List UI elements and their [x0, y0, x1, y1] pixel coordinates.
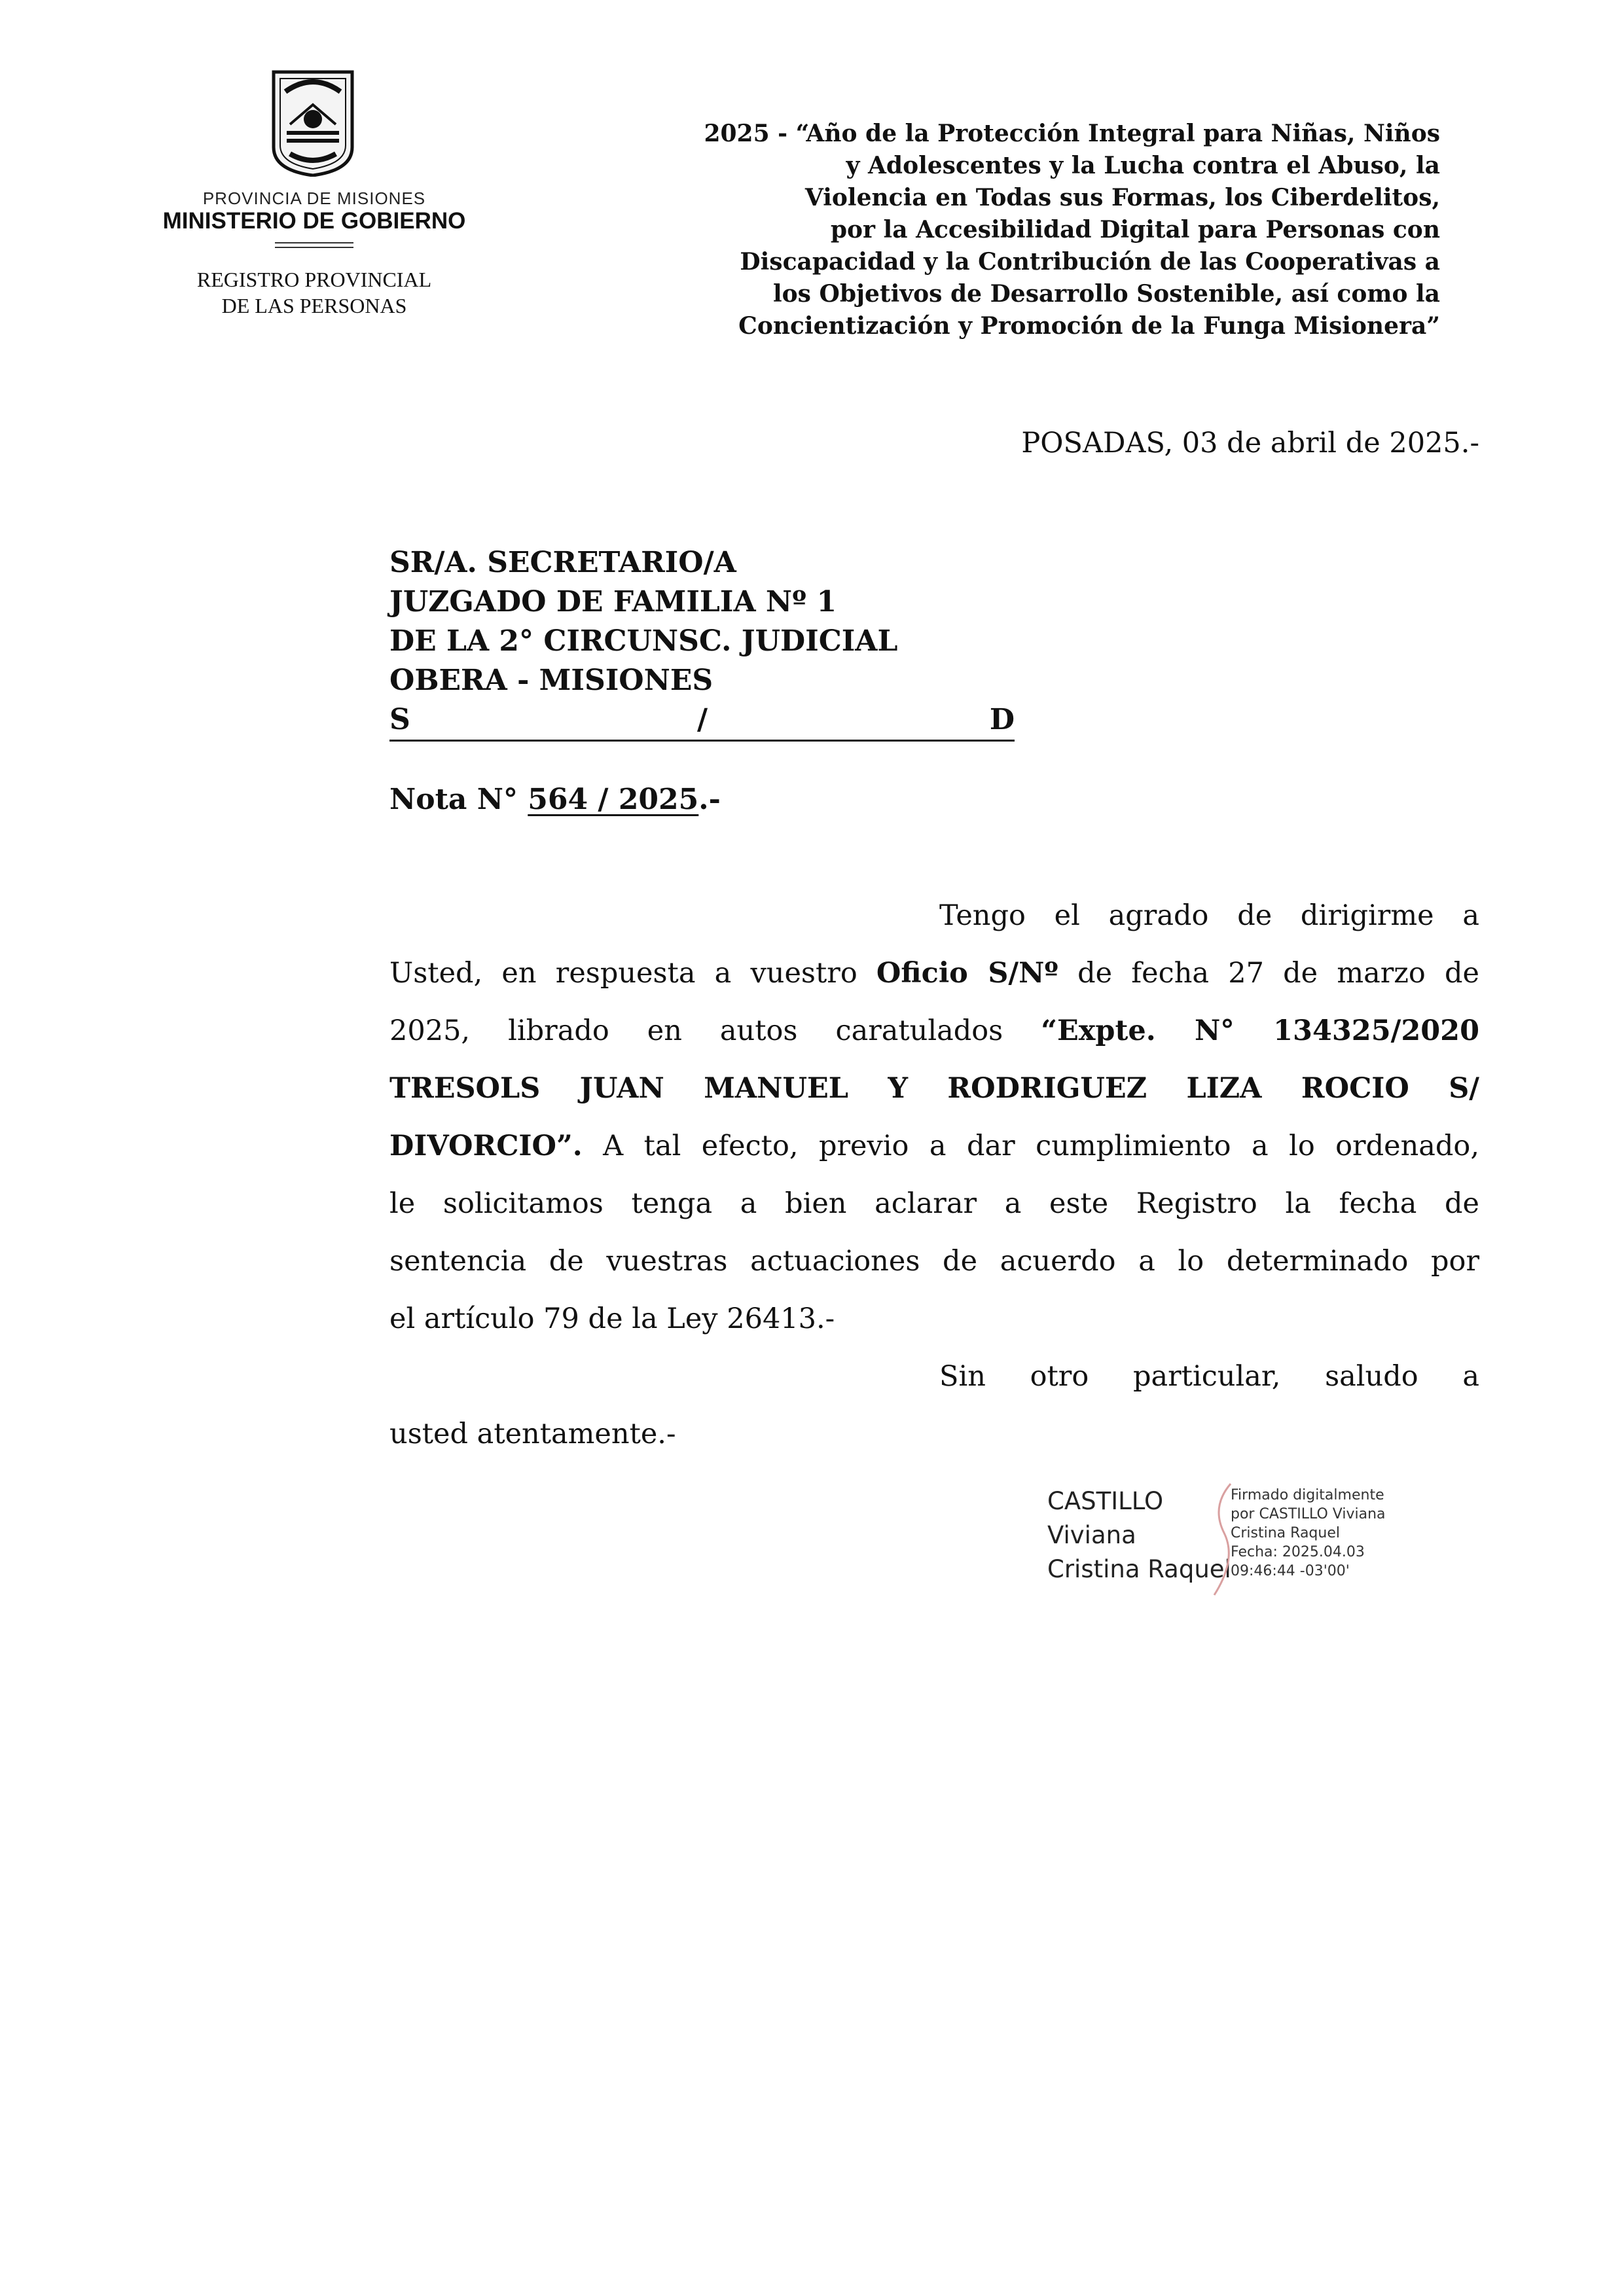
signer-name-line: Cristina Raquel [1047, 1555, 1231, 1583]
case-title: TRESOLS JUAN MANUEL Y RODRIGUEZ LIZA ROCIO S/ [389, 1072, 1479, 1105]
registry-name [144, 266, 484, 319]
note-label: Nota N° [389, 783, 528, 816]
motto-line: los Objetivos de Desarrollo Sostenible, así como la [772, 280, 1440, 308]
body-line: le solicitamos tenga a bien aclarar a este Registro la fecha de [389, 1187, 1479, 1220]
body-text: de fecha 27 de marzo de [1058, 957, 1479, 990]
body-line: Tengo el agrado de dirigirme a [939, 899, 1479, 932]
body-text: A tal efecto, previo a dar cumplimiento a lo ordenado, [582, 1130, 1479, 1162]
su-despacho-line [389, 700, 1015, 742]
oficio-reference: Oficio S/Nº [876, 957, 1058, 990]
signer-name-line: CASTILLO [1047, 1487, 1164, 1515]
motto-line: y Adolescentes y la Lucha contra el Abuso, la [846, 152, 1440, 179]
ministry-label: MINISTERIO DE GOBIERNO [162, 208, 466, 234]
signature-meta-line: por CASTILLO Viviana [1231, 1506, 1386, 1522]
note-number-value: 564 / 2025 [528, 783, 699, 816]
signature-meta-line: Fecha: 2025.04.03 [1231, 1544, 1365, 1560]
province-label: PROVINCIA DE MISIONES [202, 188, 426, 208]
registry-line: REGISTRO PROVINCIAL [196, 268, 432, 291]
provincial-seal-logo [254, 65, 372, 177]
note-number [389, 780, 979, 819]
addressee-line: SR/A. SECRETARIO/A [389, 546, 736, 579]
motto-line: Violencia en Todas sus Formas, los Ciberdelitos, [804, 184, 1440, 211]
body-line [389, 1002, 1479, 1060]
letterhead-divider [275, 242, 353, 243]
closing-line: usted atentamente.- [389, 1418, 676, 1450]
sd-d: D [989, 703, 1015, 736]
addressee-line: JUZGADO DE FAMILIA Nº 1 [389, 585, 837, 619]
addressee-block [389, 543, 1044, 742]
body-line [389, 944, 1479, 1002]
signature-meta-line: Cristina Raquel [1231, 1525, 1340, 1541]
letterhead-divider [275, 247, 353, 248]
addressee-line: DE LA 2° CIRCUNSC. JUDICIAL [389, 624, 898, 658]
motto-line: 2025 - “Año de la Protección Integral para Niñas, Niños [704, 120, 1440, 147]
body-text: 2025, librado en autos caratulados [389, 1014, 1041, 1047]
signature-meta-line: 09:46:44 -03'00' [1231, 1563, 1350, 1579]
digital-signature-details [1231, 1486, 1440, 1581]
body-text: Usted, en respuesta a vuestro [389, 957, 876, 990]
year-motto [589, 118, 1440, 342]
case-reference: “Expte. N° 134325/2020 [1041, 1014, 1479, 1047]
letter-body [389, 887, 1479, 1463]
registry-line: DE LAS PERSONAS [221, 294, 407, 317]
sd-s: S [389, 703, 410, 736]
addressee-line: OBERA - MISIONES [389, 664, 713, 697]
signature-meta-line: Firmado digitalmente [1231, 1487, 1384, 1503]
motto-line: por la Accesibilidad Digital para Personas con [830, 216, 1440, 243]
body-line [389, 1060, 1479, 1117]
motto-line: Concientización y Promoción de la Funga Misionera” [738, 312, 1440, 340]
motto-line: Discapacidad y la Contribución de las Cooperativas a [740, 248, 1440, 276]
signer-name-line: Viviana [1047, 1521, 1136, 1549]
closing-line: Sin otro particular, saludo a [939, 1360, 1479, 1393]
body-line [389, 1117, 1479, 1175]
body-line: sentencia de vuestras actuaciones de acuerdo a lo determinado por [389, 1245, 1479, 1278]
case-title-end: DIVORCIO”. [389, 1130, 583, 1162]
dateline: POSADAS, 03 de abril de 2025.- [1021, 427, 1479, 459]
sd-slash: / [697, 703, 708, 736]
note-suffix: .- [698, 783, 721, 816]
body-line: el artículo 79 de la Ley 26413.- [389, 1302, 835, 1335]
